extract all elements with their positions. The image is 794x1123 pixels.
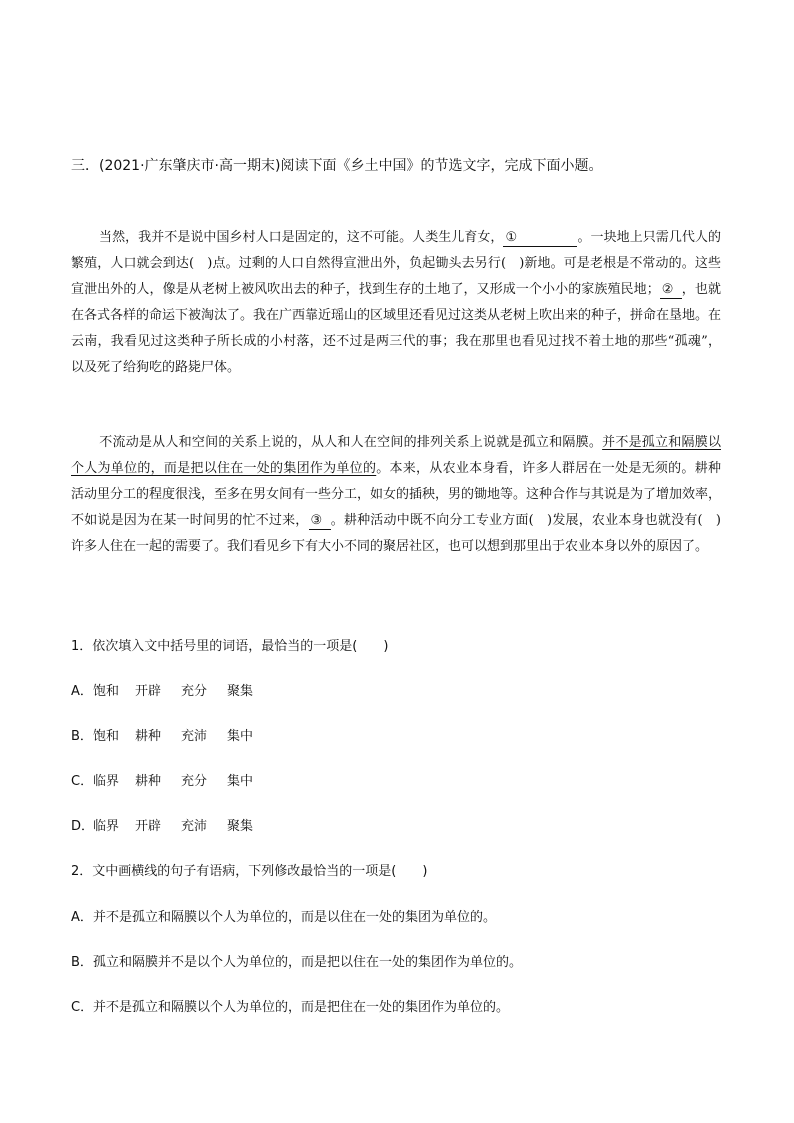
option-label: C． bbox=[71, 1000, 94, 1015]
passage-paragraph-1 bbox=[71, 225, 721, 381]
option-label: A． bbox=[71, 910, 93, 925]
question-2-option-b bbox=[71, 953, 522, 973]
option-word: 饱和 bbox=[93, 684, 120, 699]
underlined-sentence: 并不是孤立和隔膜以个人为单位的，而是把以住在一处的集团作为单位的 bbox=[71, 435, 721, 476]
fill-blank-2: ② bbox=[660, 282, 682, 299]
option-word: 充沛 bbox=[181, 729, 208, 744]
fill-blank-1: ① bbox=[503, 230, 577, 247]
option-word: 开辟 bbox=[135, 819, 162, 834]
option-label: B． bbox=[71, 955, 93, 970]
option-text: 并不是孤立和隔膜以个人为单位的，而是以住在一处的集团为单位的。 bbox=[93, 910, 497, 925]
option-label: D． bbox=[71, 819, 95, 834]
option-word: 临界 bbox=[93, 774, 120, 789]
option-word: 耕种 bbox=[135, 774, 162, 789]
question-2-option-a bbox=[71, 908, 496, 928]
option-word: 充分 bbox=[181, 774, 208, 789]
option-text: 并不是孤立和隔膜以个人为单位的，而是把住在一处的集团作为单位的。 bbox=[93, 1000, 510, 1015]
option-word: 饱和 bbox=[93, 729, 120, 744]
passage-paragraph-2 bbox=[71, 430, 721, 560]
option-word: 临界 bbox=[93, 819, 120, 834]
question-2-option-c bbox=[71, 998, 509, 1018]
question-1-option-c bbox=[71, 772, 275, 792]
question-1-option-b bbox=[71, 727, 275, 747]
question-2-stem: 2．文中画横线的句子有语病，下列修改最恰当的一项是( ) bbox=[71, 864, 428, 879]
option-label: A． bbox=[71, 684, 93, 699]
option-word: 集中 bbox=[227, 774, 254, 789]
passage-text: 不流动是从人和空间的关系上说的，从人和人在空间的排列关系上说就是孤立和隔膜。 bbox=[99, 435, 603, 450]
section-heading: 三．(2021·广东肇庆市·高一期末)阅读下面《乡土中国》的节选文字，完成下面小题。 bbox=[71, 158, 603, 174]
passage-text: 当然，我并不是说中国乡村人口是固定的，这不可能。人类生儿育女， bbox=[99, 230, 504, 245]
option-label: B． bbox=[71, 729, 93, 744]
option-word: 充分 bbox=[181, 684, 208, 699]
fill-blank-3: ③ bbox=[309, 513, 331, 530]
question-1-option-a bbox=[71, 682, 275, 702]
question-1-stem: 1．依次填入文中括号里的词语，最恰当的一项是( ) bbox=[71, 639, 389, 654]
passage-text: 。本来，从农业本身看，许多人群居在一处是无须的。耕种活动里分工的程度很浅，至多在男女间有一些分工，如女的插秧，男的锄地等。这种合作与其说是为了增加效率，不如说是因为在某一时间男的忙不过来， bbox=[71, 461, 722, 528]
option-word: 聚集 bbox=[227, 684, 254, 699]
option-word: 充沛 bbox=[181, 819, 208, 834]
passage-text: ，也就在各式各样的命运下被淘汰了。我在广西靠近瑶山的区域里还看见过这类从老树上吹出来的种子，拼命在垦地。在云南，我看见过这类种子所长成的小村落，还不过是两三代的事；我在那里也看见过找不着土地的那些“孤魂”，以及死了给狗吃的路毙尸体。 bbox=[71, 282, 722, 375]
option-word: 开辟 bbox=[135, 684, 162, 699]
option-word: 集中 bbox=[227, 729, 254, 744]
passage-text: 。一块地上只需几代人的繁殖，人口就会到达( )点。过剩的人口自然得宣泄出外，负起锄头去另行( )新地。可是老根是不常动的。这些宣泄出外的人，像是从老树上被风吹出去的种子，找到生存的土地了，又形成一个小小的家族殖民地； bbox=[71, 230, 721, 297]
option-word: 聚集 bbox=[227, 819, 254, 834]
option-word: 耕种 bbox=[135, 729, 162, 744]
option-label: C． bbox=[71, 774, 94, 789]
passage-text: 。耕种活动中既不向分工专业方面( )发展，农业本身也就没有( )许多人住在一起的需要了。我们看见乡下有大小不同的聚居社区，也可以想到那里出于农业本身以外的原因了。 bbox=[71, 513, 721, 554]
option-text: 孤立和隔膜并不是以个人为单位的，而是把以住在一处的集团作为单位的。 bbox=[93, 955, 523, 970]
question-1-option-d bbox=[71, 817, 275, 837]
